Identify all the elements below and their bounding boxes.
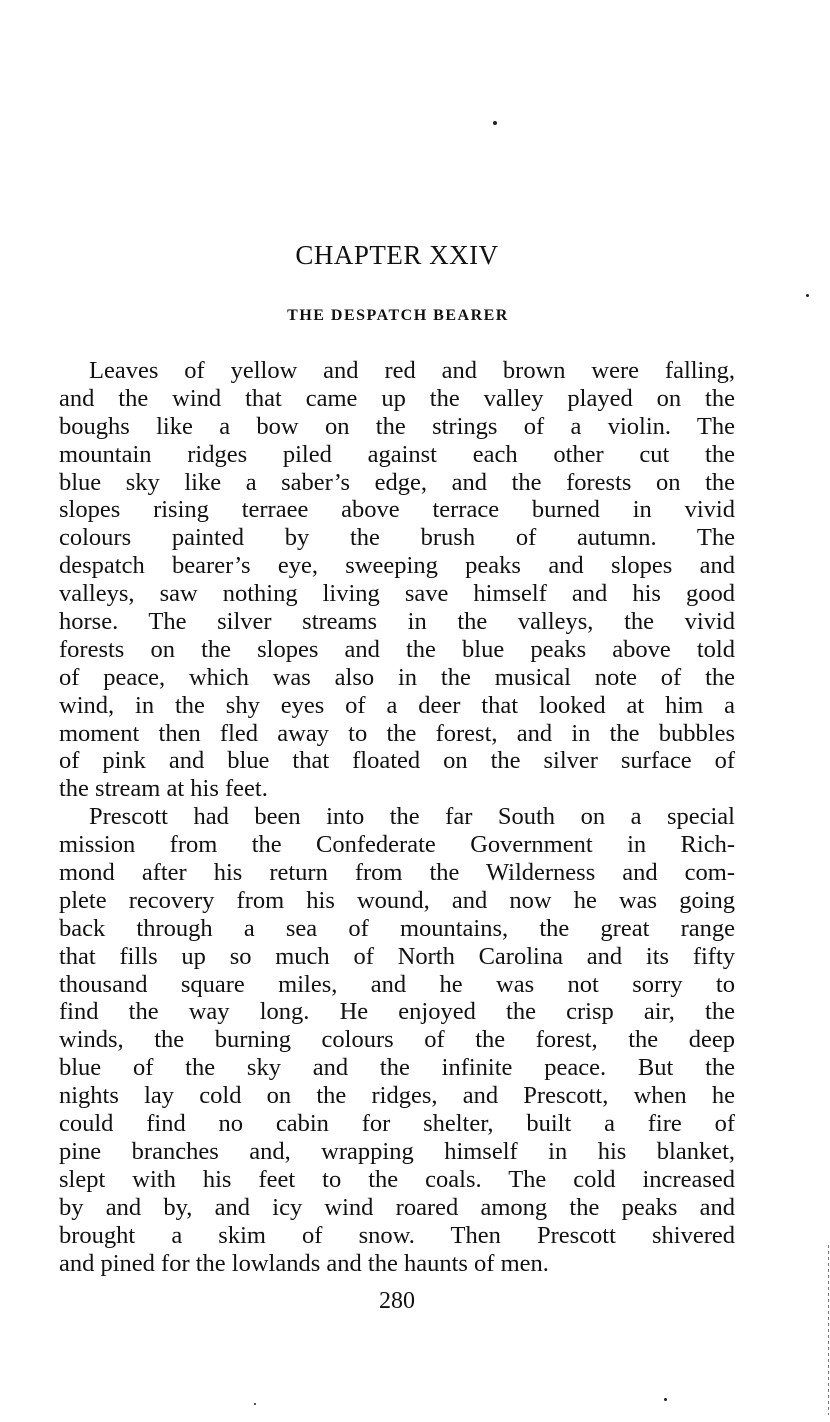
text-line: despatch bearer’s eye, sweeping peaks and slopes and — [59, 552, 735, 580]
text-line: back through a sea of mountains, the great range — [59, 914, 735, 942]
text-line: by and by, and icy wind roared among the peaks and — [59, 1193, 735, 1221]
text-line: of peace, which was also in the musical note of the — [59, 663, 735, 691]
text-line: winds, the burning colours of the forest, the deep — [59, 1026, 735, 1054]
text-line: the stream at his feet. — [59, 775, 268, 803]
scan-edge-mark — [828, 1245, 829, 1415]
text-line: thousand square miles, and he was not sorry to — [59, 970, 735, 998]
text-line: colours painted by the brush of autumn. The — [59, 524, 735, 552]
text-line: of pink and blue that floated on the silver surface of — [59, 747, 735, 775]
page-number: 280 — [379, 1288, 415, 1314]
text-line: moment then fled away to the forest, and in the bubbles — [59, 719, 735, 747]
body-text — [59, 357, 735, 1277]
text-line: and the wind that came up the valley played on the — [59, 384, 735, 412]
chapter-subtitle: THE DESPATCH BEARER — [287, 307, 509, 324]
text-line: could find no cabin for shelter, built a fire of — [59, 1110, 735, 1138]
chapter-title: CHAPTER XXIV — [295, 240, 499, 270]
text-line: mond after his return from the Wilderness and com- — [59, 859, 735, 887]
text-line: forests on the slopes and the blue peaks above told — [59, 635, 735, 663]
text-line: and pined for the lowlands and the haunts of men. — [59, 1249, 549, 1277]
text-line: brought a skim of snow. Then Prescott shivered — [59, 1221, 735, 1249]
scan-speck — [254, 1403, 256, 1405]
scan-speck — [493, 121, 497, 125]
text-line: mission from the Confederate Government in Rich- — [59, 831, 735, 859]
text-line: horse. The silver streams in the valleys, the vivid — [59, 608, 735, 636]
text-line: pine branches and, wrapping himself in his blanket, — [59, 1137, 735, 1165]
text-line: Prescott had been into the far South on a special — [89, 803, 735, 831]
text-line: plete recovery from his wound, and now he was going — [59, 886, 735, 914]
text-line: blue of the sky and the infinite peace. But the — [59, 1054, 735, 1082]
text-line: boughs like a bow on the strings of a violin. The — [59, 412, 735, 440]
text-line: find the way long. He enjoyed the crisp air, the — [59, 998, 735, 1026]
text-line: blue sky like a saber’s edge, and the forests on the — [59, 468, 735, 496]
text-line: slopes rising terraee above terrace burned in vivid — [59, 496, 735, 524]
text-line: that fills up so much of North Carolina and its fifty — [59, 942, 735, 970]
scan-speck — [664, 1398, 667, 1401]
text-line: slept with his feet to the coals. The cold increased — [59, 1165, 735, 1193]
text-line: Leaves of yellow and red and brown were falling, — [89, 357, 735, 384]
text-line: nights lay cold on the ridges, and Prescott, when he — [59, 1082, 735, 1110]
text-line: wind, in the shy eyes of a deer that looked at him a — [59, 691, 735, 719]
text-line: valleys, saw nothing living save himself and his good — [59, 580, 735, 608]
scan-speck — [806, 294, 809, 297]
text-line: mountain ridges piled against each other cut the — [59, 440, 735, 468]
